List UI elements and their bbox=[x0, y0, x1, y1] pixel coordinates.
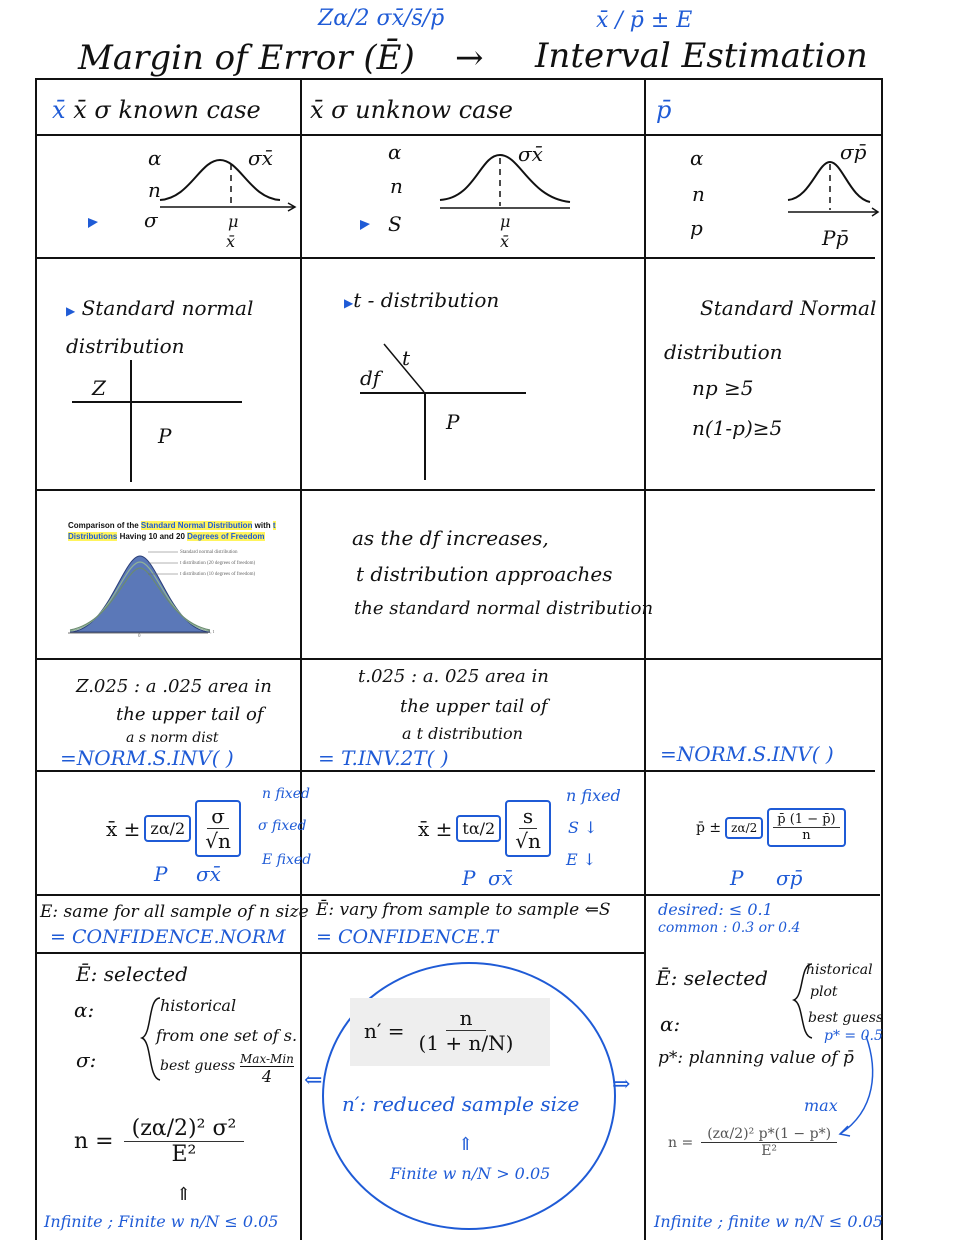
grid-col-line bbox=[644, 78, 646, 1240]
title-margin-of-error: Margin of Error (Ē) bbox=[78, 38, 415, 78]
col1-z-table-v bbox=[130, 360, 132, 482]
col1-p: P bbox=[158, 424, 172, 448]
col2-dist-text1: ▶t - distribution bbox=[344, 288, 500, 312]
col1-ss-sigma: σ: bbox=[76, 1048, 97, 1072]
col3-ci-formula: p̄ ± zα/2 $\frac{p̄ (1 - p̄)}{n}$ bbox=[696, 808, 846, 847]
col2-note-n: n fixed bbox=[566, 786, 621, 805]
col1-e-line2: = CONFIDENCE.NORM bbox=[50, 926, 286, 948]
col3-alpha: α bbox=[690, 146, 704, 170]
col2-excel-l1: t.025 : a. 025 area in bbox=[358, 666, 549, 687]
col2-curve-label: σx̄ bbox=[518, 142, 543, 166]
col2-right-arrow: ⇒ bbox=[612, 1072, 631, 1097]
col3-p: p bbox=[690, 216, 703, 240]
col2-ci-formula: x̄ ± tα/2 $\frac{s}{√n}$ bbox=[418, 800, 551, 857]
col3-header: p̄ bbox=[656, 96, 672, 124]
grid-top-line bbox=[35, 78, 883, 80]
col1-ss-footer: Infinite ; Finite w n/N ≤ 0.05 bbox=[44, 1212, 279, 1231]
col3-ss-alpha: α: bbox=[660, 1012, 681, 1036]
col1-e-line1: E: same for all sample of n size bbox=[40, 902, 309, 922]
col1-note-sigma: σ fixed bbox=[258, 818, 307, 834]
col2-t: t bbox=[402, 346, 411, 370]
col3-cond2: n(1-p)≥5 bbox=[692, 416, 783, 440]
col1-dist-text1: ▶ Standard normal bbox=[66, 296, 254, 320]
col2-excel-l3: a t distribution bbox=[402, 724, 523, 743]
col3-ci-label-p: P bbox=[730, 866, 744, 890]
grid-line bbox=[35, 952, 645, 954]
col3-dist-text2: distribution bbox=[664, 340, 783, 364]
top-right-note: x̄ / p̄ ± E bbox=[596, 8, 693, 33]
col2-n: n bbox=[390, 174, 403, 198]
col3-curve-label: σp̄ bbox=[840, 140, 867, 164]
col2-excel-l2: the upper tail of bbox=[400, 696, 548, 717]
compare-legend-1: Standard normal distribution bbox=[180, 550, 238, 555]
compare-legend-2: t distribution (20 degrees of freedom) bbox=[180, 561, 256, 566]
grid-line bbox=[35, 658, 883, 660]
col1-ci-formula: x̄ ± zα/2 $\frac{\sigma}{√n}$ bbox=[106, 800, 241, 857]
col3-ss-pstar: p*: planning value of p̄ bbox=[658, 1048, 854, 1068]
col2-note-s: S ↓ bbox=[568, 818, 598, 837]
col2-header: x̄ σ unknow case bbox=[310, 96, 513, 124]
col2-s: S bbox=[388, 212, 402, 236]
col2-alpha: α bbox=[388, 140, 402, 164]
compare-chart-title: Comparison of the Standard Normal Distribution with t Distributions Having 10 and 20 Degrees of Freedom bbox=[68, 521, 276, 541]
col1-header: x̄ x̄ σ known case bbox=[52, 96, 261, 124]
compare-legend-3: t distribution (10 degrees of freedom) bbox=[180, 572, 256, 577]
col2-ss-up-arrow: ⇑ bbox=[458, 1134, 474, 1155]
col1-sigma: σ bbox=[144, 208, 158, 232]
col3-excel-formula: =NORM.S.INV( ) bbox=[660, 742, 834, 766]
col2-p: P bbox=[446, 410, 460, 434]
col1-ss-e: Ē: selected bbox=[76, 962, 188, 986]
col1-excel-l2: the upper tail of bbox=[116, 704, 264, 725]
col1-ss-up-arrow: ⇑ bbox=[176, 1184, 192, 1205]
col1-n: n bbox=[148, 178, 161, 202]
col2-note-e: E ↓ bbox=[566, 850, 597, 869]
col1-note-n: n fixed bbox=[262, 786, 310, 802]
grid-left-line bbox=[35, 78, 37, 1240]
col3-ss-e: Ē: selected bbox=[656, 966, 768, 990]
grid-line bbox=[35, 489, 875, 491]
col1-ss-brace3: best guess bbox=[160, 1058, 236, 1074]
col1-ss-formula: n = $\frac{\text{(zα/2)² σ²}}{\text{E²}}$ bbox=[74, 1116, 244, 1167]
col3-ss-brace1: historical bbox=[806, 962, 873, 978]
grid-right-line bbox=[881, 78, 883, 1240]
title-arrow: → bbox=[455, 38, 484, 78]
col1-z: Z bbox=[92, 376, 106, 400]
col2-df: df bbox=[360, 366, 381, 390]
col1-excel-l3: a s norm dist bbox=[126, 730, 219, 746]
compare-note-1: as the df increases, bbox=[352, 526, 549, 550]
col3-ci-label-sigma: σp̄ bbox=[776, 866, 803, 890]
grid-line bbox=[35, 134, 883, 136]
grid-line bbox=[35, 770, 875, 772]
col1-ci-label-p: P bbox=[154, 862, 168, 886]
col1-ss-alpha: α: bbox=[74, 998, 95, 1022]
col3-ss-formula: n = $\frac{\text{(zα/2)² p*(1 − p*)}}{\text{E²}}$ bbox=[668, 1126, 837, 1159]
col3-ss-max: max bbox=[804, 1096, 838, 1115]
col2-ss-note: n′: reduced sample size bbox=[342, 1092, 580, 1116]
col3-dist-text1: Standard Normal bbox=[700, 296, 877, 320]
col3-pbar: Pp̄ bbox=[822, 226, 849, 250]
col2-left-arrow: ⇐ bbox=[304, 1068, 323, 1093]
compare-axis-end: z, t bbox=[208, 630, 215, 635]
col2-excel-formula: = T.INV.2T( ) bbox=[318, 746, 449, 770]
compare-note-2: t distribution approaches bbox=[356, 562, 613, 586]
compare-note-3: the standard normal distribution bbox=[354, 598, 654, 619]
grid-line bbox=[35, 257, 875, 259]
grid-col-line bbox=[300, 78, 302, 1240]
col3-e-line1: desired: ≤ 0.1 bbox=[658, 900, 773, 919]
col1-ss-maxmin: Max-Min 4 bbox=[240, 1052, 294, 1086]
col2-e-line1: Ē: vary from sample to sample ⇐S bbox=[316, 900, 611, 920]
top-left-note: Zα/2 σx̄/s̄/p̄ bbox=[318, 6, 445, 31]
col2-t-table-v bbox=[424, 392, 426, 480]
col1-alpha: α bbox=[148, 146, 162, 170]
col3-ss-footer: Infinite ; finite w n/N ≤ 0.05 bbox=[654, 1212, 883, 1231]
col2-mu: μ bbox=[500, 212, 511, 231]
compare-axis-zero: 0 bbox=[138, 634, 141, 639]
col1-mu: μ bbox=[228, 212, 239, 231]
col3-ss-arrow-curve bbox=[830, 1030, 880, 1140]
col3-ss-brace3: best guess bbox=[808, 1010, 884, 1026]
col1-ci-label-sigma: σx̄ bbox=[196, 862, 221, 886]
title-interval-estimation: Interval Estimation bbox=[535, 36, 868, 76]
col2-ss-formula: n′ = $\frac{n}{(1 + n/N)}$ bbox=[364, 1006, 514, 1055]
col2-ci-label-p: P bbox=[462, 866, 476, 890]
col1-ss-brace1: historical bbox=[160, 996, 237, 1015]
col3-cond1: np ≥5 bbox=[692, 376, 754, 400]
col1-xbar: x̄ bbox=[226, 232, 236, 251]
col1-excel-l1: Z.025 : a .025 area in bbox=[76, 676, 272, 697]
col1-dist-text2: distribution bbox=[66, 334, 185, 358]
col1-curve-label: σx̄ bbox=[248, 146, 273, 170]
col2-ss-footer: Finite w n/N > 0.05 bbox=[390, 1164, 551, 1183]
col1-ss-brace2: from one set of s. bbox=[156, 1026, 298, 1045]
col2-e-line2: = CONFIDENCE.T bbox=[316, 926, 499, 948]
col3-ss-brace2: plot bbox=[810, 984, 838, 1000]
col3-n: n bbox=[692, 182, 705, 206]
grid-line bbox=[35, 894, 880, 896]
col1-excel-formula: =NORM.S.INV( ) bbox=[60, 746, 234, 770]
col1-z-table-h bbox=[72, 401, 242, 403]
col2-xbar: x̄ bbox=[500, 232, 510, 251]
col3-ss-brace4: p* = 0.5 bbox=[824, 1028, 883, 1044]
col3-e-line2: common : 0.3 or 0.4 bbox=[658, 920, 801, 936]
col1-note-e: E fixed bbox=[262, 852, 312, 868]
col2-ci-label-sigma: σx̄ bbox=[488, 866, 513, 890]
